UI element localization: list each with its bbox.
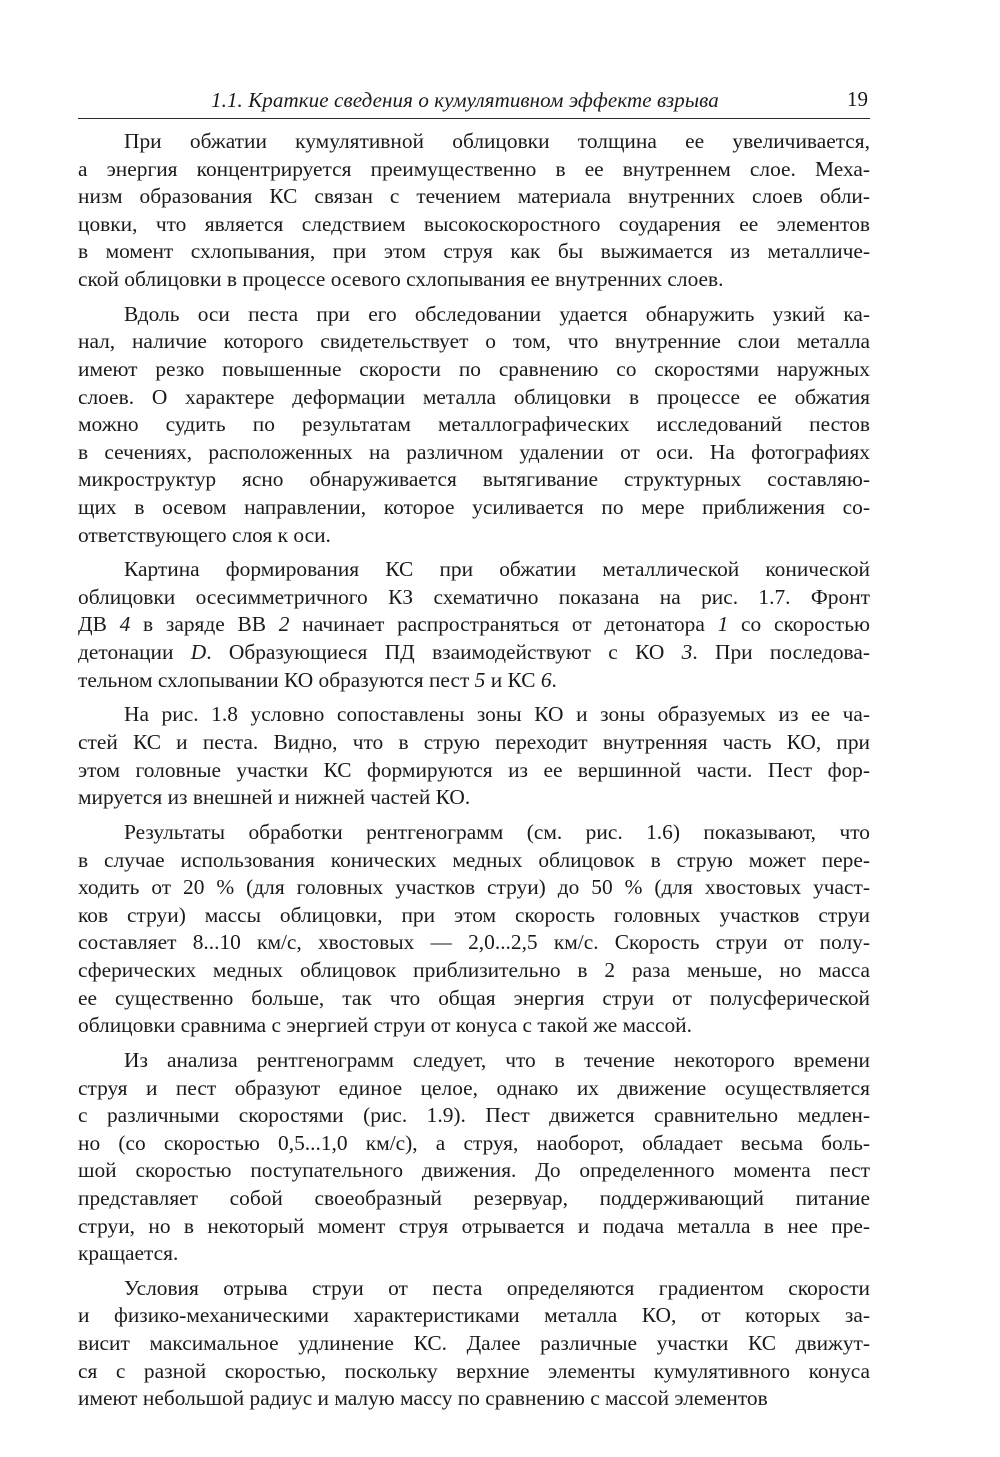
text-line: кращается. (78, 1241, 179, 1266)
text-line: ся с разной скоростью, поскольку верхние элементы кумулятивного конуса (78, 1358, 870, 1383)
text-line: стей КС и песта. Видно, что в струю переходит внутренняя часть КО, при (78, 730, 870, 755)
text-line: Результаты обработки рентгенограмм (см. рис. 1.6) показывают, что (124, 820, 870, 844)
text-line: ее существенно больше, так что общая энергия струи от полусферической (78, 985, 870, 1010)
paragraph (78, 1047, 870, 1268)
text-line: струи, но в некоторый момент струя отрывается и подача металла в нее пре- (78, 1213, 870, 1238)
text-line: мируется из внешней и нижней частей КО. (78, 785, 471, 810)
text-line: ответствующего слоя к оси. (78, 522, 331, 547)
text-line: струя и пест образуют единое целое, однако их движение осуществляется (78, 1075, 870, 1100)
text-line: Из анализа рентгенограмм следует, что в течение некоторого времени (124, 1047, 870, 1072)
text-line: имеют резко повышенные скорости по сравнению со скоростями наружных (78, 356, 870, 381)
text-line: висит максимальное удлинение КС. Далее различные участки КС движут- (78, 1331, 870, 1356)
text-line: Картина формирования КС при обжатии металлической конической (124, 557, 870, 582)
text-line: детонации D. Образующиеся ПД взаимодействуют с КО 3. При последова- (78, 640, 870, 665)
text-line: Условия отрыва струи от песта определяются градиентом скорости (124, 1275, 870, 1300)
text-line: нал, наличие которого свидетельствует о том, что внутренние слои металла (78, 329, 870, 354)
text-line: ходить от 20 % (для головных участков струи) до 50 % (для хвостовых участ- (78, 875, 870, 900)
text-line: ДВ 4 в заряде ВВ 2 начинает распространяться от детонатора 1 со скоростью (78, 612, 870, 637)
paragraph (78, 1275, 870, 1413)
text-line: но (со скоростью 0,5...1,0 км/с), а струя, наоборот, обладает весьма боль- (78, 1130, 870, 1155)
text-line: цовки, что является следствием высокоскоростного соударения ее элементов (78, 211, 870, 236)
paragraph (78, 701, 870, 811)
text-line: Вдоль оси песта при его обследовании удается обнаружить узкий ка- (124, 301, 870, 326)
text-line: При обжатии кумулятивной облицовки толщина ее увеличивается, (124, 129, 870, 153)
paragraph (78, 128, 870, 294)
text-line: в момент схлопывания, при этом струя как бы выжимается из металличе- (78, 239, 870, 264)
text-line: микроструктур ясно обнаруживается вытягивание структурных составляю- (78, 467, 870, 492)
text-line: На рис. 1.8 условно сопоставлены зоны КО и зоны образуемых из ее ча- (124, 702, 870, 727)
text-line: щих в осевом направлении, которое усиливается по мере приближения со- (78, 494, 870, 519)
text-line: шой скоростью поступательного движения. До определенного момента пест (78, 1158, 870, 1183)
text-line: низм образования КС связан с течением материала внутренних слоев обли- (78, 184, 870, 209)
text-line: имеют небольшой радиус и малую массу по сравнению с массой элементов (78, 1386, 768, 1411)
text-line: облицовки осесимметричного КЗ схематично показана на рис. 1.7. Фронт (78, 584, 870, 609)
text-line: а энергия концентрируется преимущественно в ее внутреннем слое. Меха- (78, 156, 870, 181)
text-line: в случае использования конических медных облицовок в струю может пере- (78, 847, 870, 872)
paragraph (78, 301, 870, 549)
text-line: можно судить по результатам металлографических исследований пестов (78, 412, 870, 437)
text-line: с различными скоростями (рис. 1.9). Пест движется сравнительно медлен- (78, 1103, 870, 1128)
text-line: этом головные участки КС формируются из ее вершинной части. Пест фор- (78, 757, 870, 782)
running-title: 1.1. Краткие сведения о кумулятивном эффекте взрыва (211, 88, 719, 112)
text-line: ской облицовки в процессе осевого схлопывания ее внутренних слоев. (78, 266, 724, 291)
text-line: сферических медных облицовок приблизительно в 2 раза меньше, но масса (78, 957, 870, 982)
body-text (78, 128, 870, 1420)
text-line: ков струи) массы облицовки, при этом скорость головных участков струи (78, 902, 870, 927)
running-header (78, 84, 870, 119)
page-number: 19 (847, 87, 868, 111)
text-line: и физико-механическими характеристиками металла КО, от которых за- (78, 1303, 870, 1328)
text-line: представляет собой своеобразный резервуар, поддерживающий питание (78, 1185, 870, 1210)
text-line: слоев. О характере деформации металла облицовки в процессе ее обжатия (78, 384, 870, 409)
paragraph (78, 819, 870, 1040)
text-line: составляет 8...10 км/с, хвостовых — 2,0...2,5 км/с. Скорость струи от полу- (78, 930, 870, 955)
text-line: в сечениях, расположенных на различном удалении от оси. На фотографиях (78, 439, 870, 464)
paragraph (78, 556, 870, 694)
text-line: облицовки сравнима с энергией струи от конуса с такой же массой. (78, 1013, 692, 1038)
text-line: тельном схлопывании КО образуются пест 5 и КС 6. (78, 667, 557, 692)
